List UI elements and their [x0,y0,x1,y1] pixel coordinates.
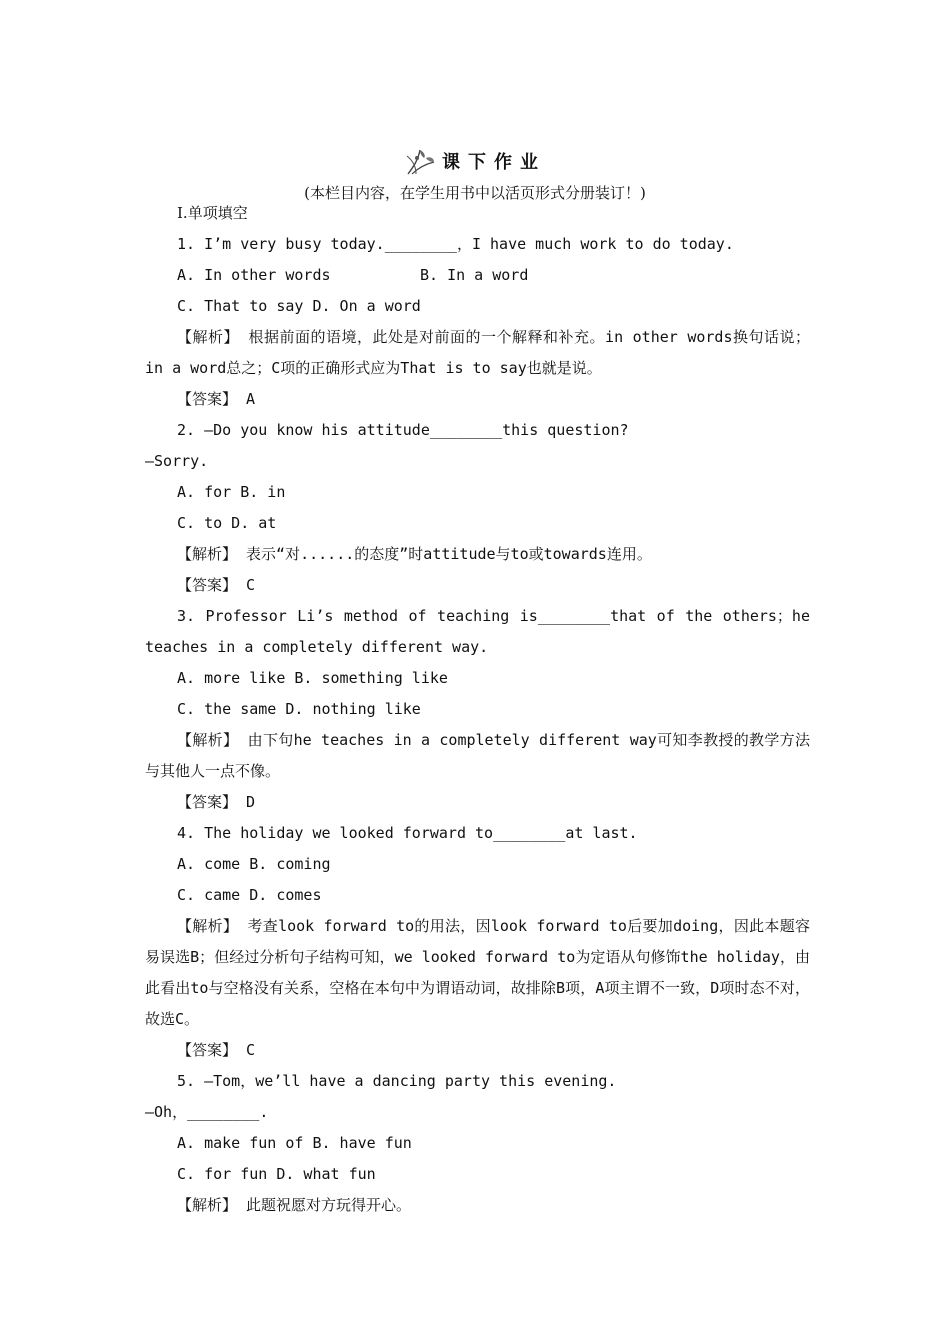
answer-tag: 【答案】 [177,793,238,811]
answer-value: C [246,1041,256,1059]
answer-tag: 【答案】 [177,390,238,408]
question-4-options-cd: C. came D. comes [177,886,322,904]
question-1-analysis [145,322,810,384]
question-1-options-ab [145,260,810,291]
question-3-analysis [145,725,810,787]
analysis-tag: 【解析】 [177,731,239,749]
question-5-options-cd: C. for fun D. what fun [177,1165,376,1183]
question-2-reply: —Sorry. [145,452,209,470]
answer-value: C [246,576,256,594]
question-4-answer [145,1035,810,1066]
question-3-options-ab: A. more like B. something like [177,669,448,687]
question-1-options-cd: C. That to say D. On a word [177,297,421,315]
analysis-tag: 【解析】 [177,328,240,346]
question-1-answer [145,384,810,415]
question-2-analysis [145,539,810,570]
section-title: Ⅰ.单项填空 [177,204,248,222]
question-3-stem: 3. Professor Li’s method of teaching is________that of the others；he teaches in a completely different way. [145,607,810,656]
answer-value: A [246,390,256,408]
question-5-options-ab: A. make fun of B. have fun [177,1134,412,1152]
question-2-options-cd: C. to D. at [177,514,277,532]
orchid-decoration-icon [404,146,438,176]
question-3-answer [145,787,810,818]
analysis-text: 表示“对......的态度”时attitude与to或towards连用。 [246,545,652,563]
page-title: 课下作业 [442,152,546,173]
answer-value: D [246,793,256,811]
answer-tag: 【答案】 [177,1041,238,1059]
question-5-analysis [145,1190,810,1221]
question-2-options-ab: A. for B. in [177,483,286,501]
question-2-answer [145,570,810,601]
question-4-analysis [145,911,810,1035]
question-3-options-cd: C. the same D. nothing like [177,700,421,718]
question-5-stem: 5. —Tom，we’ll have a dancing party this evening. [177,1072,617,1090]
analysis-text: 考查look forward to的用法，因look forward to后要加doing，因此本题容易误选B；但经过分析句子结构可知，we looked forward to为定语从句修饰the holiday，由此看出to与空格没有关系，空格在本句中为谓语动词，故排除B项，A项主谓不一致，D项时态不对，故选C。 [145,917,810,1028]
analysis-tag: 【解析】 [177,545,238,563]
header [0,146,950,180]
question-1-option-b: B. In a word [420,266,529,284]
answer-tag: 【答案】 [177,576,238,594]
question-list [145,198,810,1221]
analysis-tag: 【解析】 [177,917,239,935]
analysis-text: 此题祝愿对方玩得开心。 [246,1196,412,1214]
page-subtitle: (本栏目内容，在学生用书中以活页形式分册装订！) [304,184,646,202]
question-2-stem: 2. —Do you know his attitude________this question? [177,421,629,439]
question-1-stem: 1. I’m very busy today.________，I have much work to do today. [177,235,734,253]
question-4-options-ab: A. come B. coming [177,855,331,873]
question-5-reply: —Oh，________. [145,1103,269,1121]
analysis-text: 根据前面的语境，此处是对前面的一个解释和补充。in other words换句话说；in a word总之；C项的正确形式应为That is to say也就是说。 [145,328,810,377]
question-4-stem: 4. The holiday we looked forward to________at last. [177,824,638,842]
analysis-text: 由下句he teaches in a completely different way可知李教授的教学方法与其他人一点不像。 [145,731,810,780]
question-1-option-a: A. In other words [177,266,331,284]
analysis-tag: 【解析】 [177,1196,238,1214]
